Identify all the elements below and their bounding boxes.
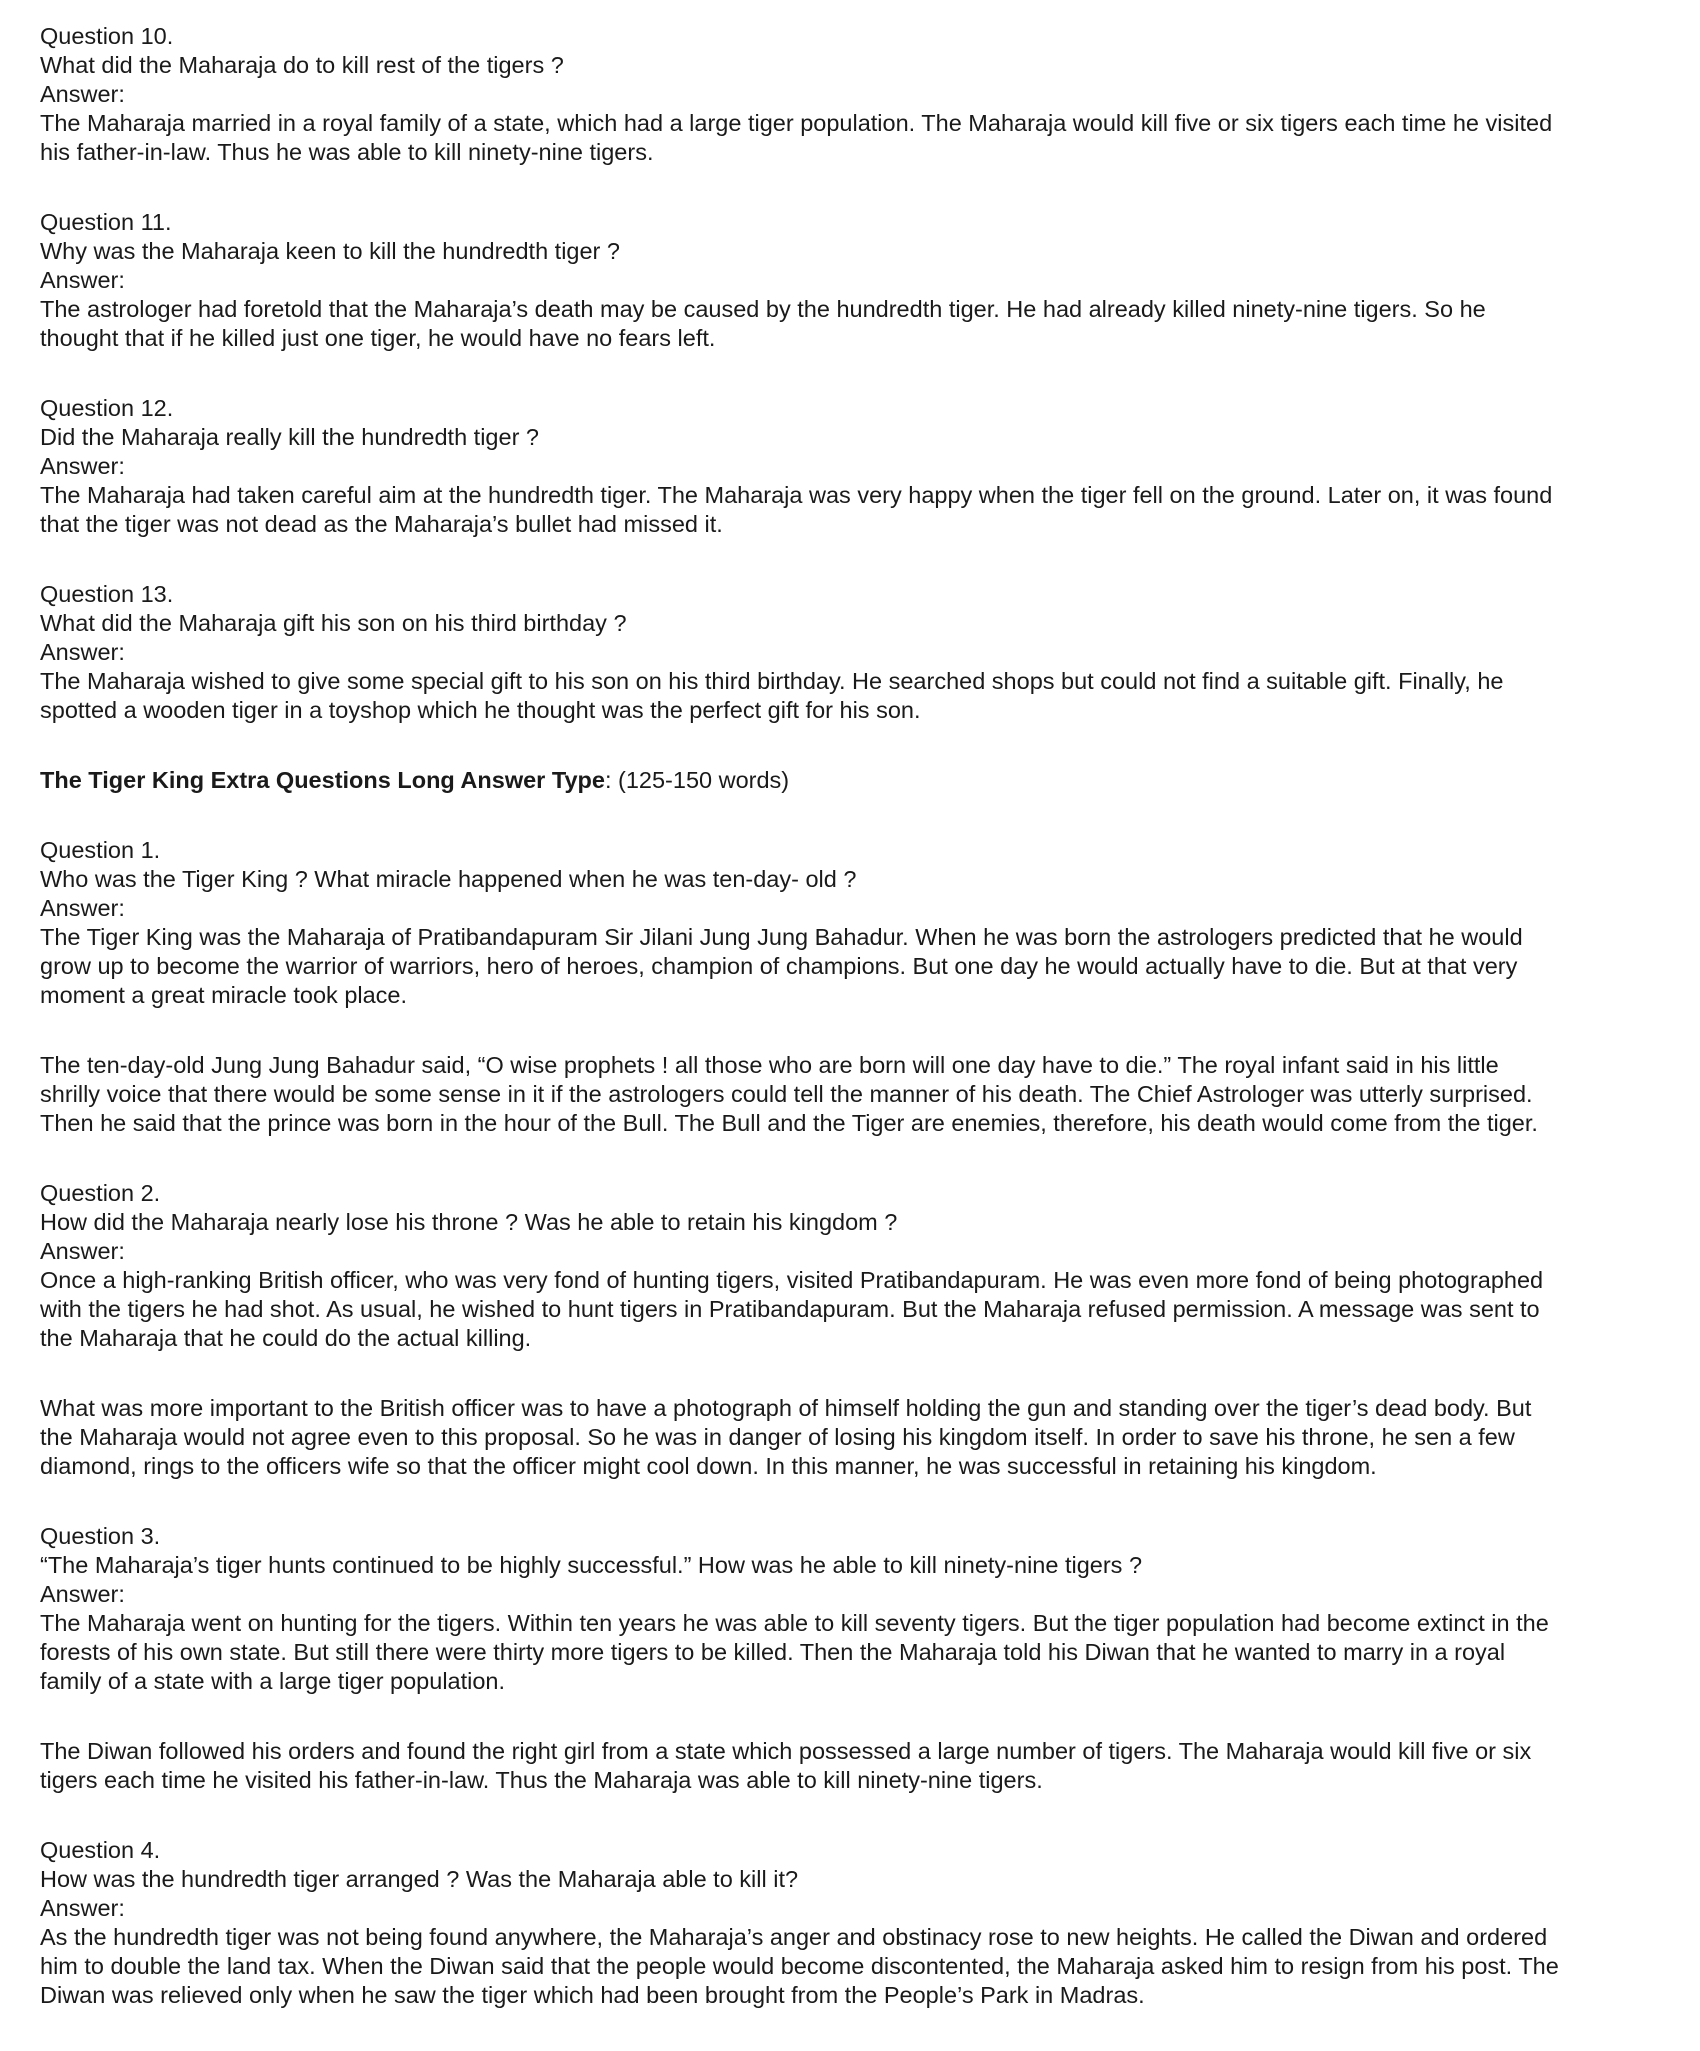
answer-paragraph (40, 1923, 1670, 2010)
question-block (40, 208, 1670, 353)
question-number: Question 3. (40, 1523, 161, 1549)
answer-paragraph (40, 295, 1670, 353)
answer-label: Answer: (40, 81, 125, 107)
answer-paragraph (40, 1609, 1670, 1696)
question-text: Did the Maharaja really kill the hundredth tiger ? (40, 424, 539, 450)
answer-line: The Maharaja married in a royal family of a state, which had a large tiger population. The Maharaja would kill five or six tigers each time he visited (40, 110, 1553, 136)
document-page (40, 22, 1670, 2051)
question-number: Question 12. (40, 395, 174, 421)
question-block (40, 22, 1670, 167)
answer-line: tigers each time he visited his father-in-law. Thus the Maharaja was able to kill ninety-nine tigers. (40, 1767, 1043, 1793)
answer-paragraph (40, 1737, 1670, 1795)
answer-line: diamond, rings to the officers wife so that the officer might cool down. In this manner, he was successful in retaining his kingdom. (40, 1453, 1377, 1479)
question-text: Why was the Maharaja keen to kill the hundredth tiger ? (40, 238, 620, 264)
answer-line: shrilly voice that there would be some sense in it if the astrologers could tell the manner of his death. The Chief Astrologer was utterly surprised. (40, 1081, 1533, 1107)
section-heading-bold: The Tiger King Extra Questions Long Answer Type (40, 767, 605, 793)
answer-line: Diwan was relieved only when he saw the tiger which had been brought from the People’s Park in Madras. (40, 1982, 1145, 2008)
question-text: How did the Maharaja nearly lose his throne ? Was he able to retain his kingdom ? (40, 1209, 898, 1235)
answer-line: grow up to become the warrior of warriors, hero of heroes, champion of champions. But one day he would actually have to die. But at that very (40, 953, 1518, 979)
question-text: What did the Maharaja do to kill rest of the tigers ? (40, 52, 564, 78)
answer-line: The Tiger King was the Maharaja of Pratibandapuram Sir Jilani Jung Jung Bahadur. When he was born the astrologers predicted that he would (40, 924, 1523, 950)
question-block (40, 1836, 1670, 2010)
answer-label: Answer: (40, 1581, 125, 1607)
answer-label: Answer: (40, 639, 125, 665)
answer-line: his father-in-law. Thus he was able to kill ninety-nine tigers. (40, 139, 654, 165)
answer-paragraph (40, 1394, 1670, 1481)
answer-paragraph (40, 1051, 1670, 1138)
question-number: Question 2. (40, 1180, 161, 1206)
question-block (40, 580, 1670, 725)
question-block (40, 1179, 1670, 1481)
answer-paragraph (40, 1266, 1670, 1353)
answer-line: What was more important to the British officer was to have a photograph of himself holding the gun and standing over the tiger’s dead body. But (40, 1395, 1532, 1421)
question-block (40, 394, 1670, 539)
question-number: Question 13. (40, 581, 174, 607)
question-number: Question 11. (40, 209, 172, 235)
question-text: “The Maharaja’s tiger hunts continued to be highly successful.” How was he able to kill ninety-nine tigers ? (40, 1552, 1143, 1578)
answer-line: family of a state with a large tiger population. (40, 1668, 506, 1694)
answer-line: the Maharaja that he could do the actual killing. (40, 1325, 532, 1351)
answer-paragraph (40, 481, 1670, 539)
section-heading (40, 766, 1670, 795)
answer-line: forests of his own state. But still there were thirty more tigers to be killed. Then the Maharaja told his Diwan that he wanted to marry in a royal (40, 1639, 1506, 1665)
question-number: Question 10. (40, 23, 174, 49)
answer-line: the Maharaja would not agree even to this proposal. So he was in danger of losing his kingdom itself. In order to save his throne, he sen a few (40, 1424, 1515, 1450)
answer-line: The astrologer had foretold that the Maharaja’s death may be caused by the hundredth tiger. He had already killed ninety-nine tigers. So he (40, 296, 1486, 322)
answer-line: The Maharaja went on hunting for the tigers. Within ten years he was able to kill seventy tigers. But the tiger population had become extinct in the (40, 1610, 1549, 1636)
answer-paragraph (40, 109, 1670, 167)
answer-line: with the tigers he had shot. As usual, he wished to hunt tigers in Pratibandapuram. But the Maharaja refused permission. A message was sent to (40, 1296, 1540, 1322)
answer-line: The ten-day-old Jung Jung Bahadur said, “O wise prophets ! all those who are born will one day have to die.” The royal infant said in his little (40, 1052, 1499, 1078)
question-text: Who was the Tiger King ? What miracle happened when he was ten-day- old ? (40, 866, 857, 892)
question-number: Question 1. (40, 837, 161, 863)
question-text: What did the Maharaja gift his son on his third birthday ? (40, 610, 627, 636)
answer-line: Then he said that the prince was born in the hour of the Bull. The Bull and the Tiger are enemies, therefore, his death would come from the tiger. (40, 1110, 1538, 1136)
answer-line: spotted a wooden tiger in a toyshop which he thought was the perfect gift for his son. (40, 697, 921, 723)
short-answer-section (40, 22, 1670, 725)
answer-label: Answer: (40, 453, 125, 479)
long-answer-section (40, 836, 1670, 2010)
answer-line: The Diwan followed his orders and found the right girl from a state which possessed a large number of tigers. The Maharaja would kill five or six (40, 1738, 1532, 1764)
answer-label: Answer: (40, 895, 125, 921)
answer-label: Answer: (40, 267, 125, 293)
question-block (40, 1522, 1670, 1795)
section-heading-rest: : (125-150 words) (604, 767, 790, 793)
answer-paragraph (40, 923, 1670, 1010)
question-text: How was the hundredth tiger arranged ? Was the Maharaja able to kill it? (40, 1866, 799, 1892)
answer-line: As the hundredth tiger was not being found anywhere, the Maharaja’s anger and obstinacy rose to new heights. He called the Diwan and ordered (40, 1924, 1548, 1950)
answer-line: Once a high-ranking British officer, who was very fond of hunting tigers, visited Pratibandapuram. He was even more fond of being photographed (40, 1267, 1544, 1293)
answer-line: The Maharaja wished to give some special gift to his son on his third birthday. He searched shops but could not find a suitable gift. Finally, he (40, 668, 1504, 694)
answer-line: The Maharaja had taken careful aim at the hundredth tiger. The Maharaja was very happy when the tiger fell on the ground. Later on, it was found (40, 482, 1553, 508)
question-number: Question 4. (40, 1837, 161, 1863)
answer-line: thought that if he killed just one tiger, he would have no fears left. (40, 325, 716, 351)
answer-label: Answer: (40, 1895, 125, 1921)
answer-paragraph (40, 667, 1670, 725)
answer-line: him to double the land tax. When the Diwan said that the people would become discontented, the Maharaja asked him to resign from his post. The (40, 1953, 1559, 1979)
question-block (40, 836, 1670, 1138)
answer-label: Answer: (40, 1238, 125, 1264)
answer-line: moment a great miracle took place. (40, 982, 408, 1008)
answer-line: that the tiger was not dead as the Maharaja’s bullet had missed it. (40, 511, 723, 537)
